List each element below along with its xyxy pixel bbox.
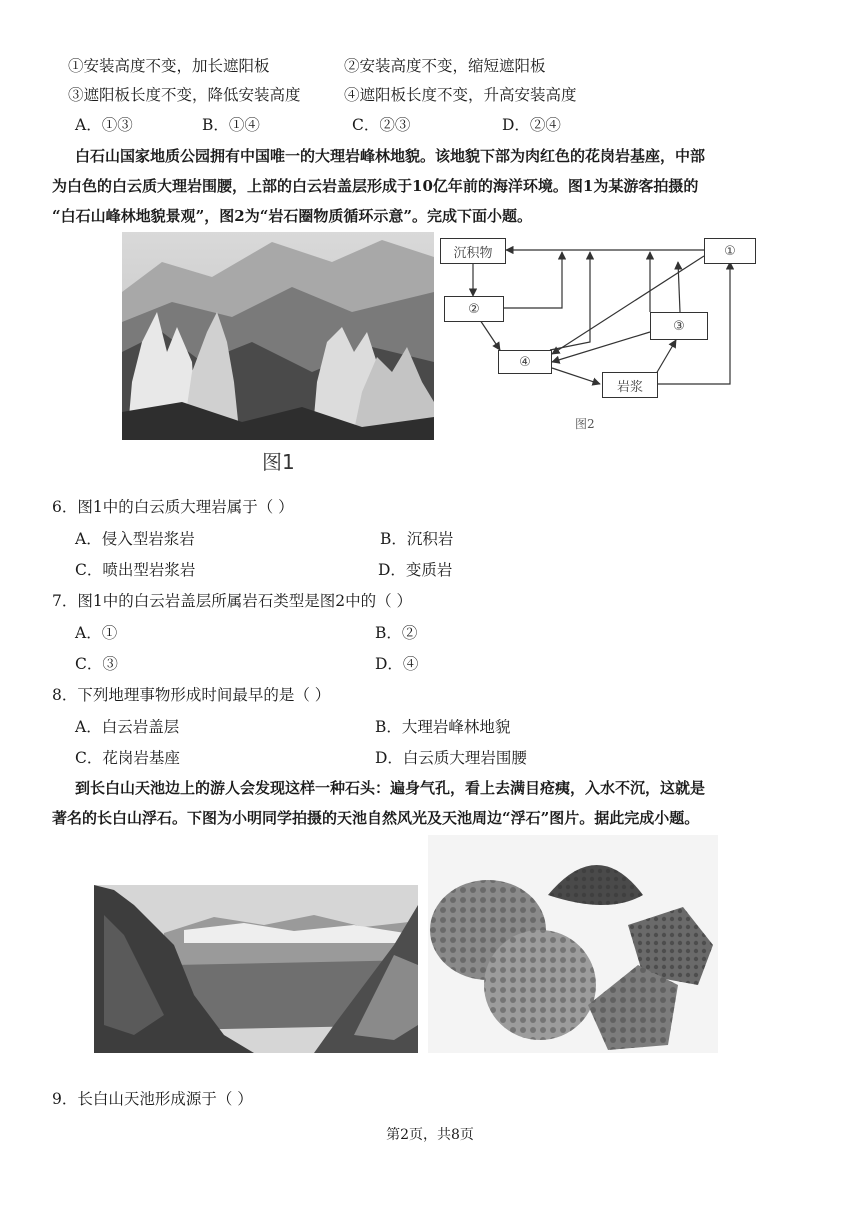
tianchi-photo xyxy=(94,835,418,1053)
q8-stem: 8．下列地理事物形成时间最早的是（ ） xyxy=(52,686,331,704)
passage1-line1: 白石山国家地质公园拥有中国唯一的大理岩峰林地貌。该地貌下部为肉红色的花岗岩基座，中部 xyxy=(75,147,706,165)
node-3: ③ xyxy=(650,312,708,340)
q7-option-d: D．④ xyxy=(375,655,419,673)
option-4: ④遮阳板长度不变，升高安装高度 xyxy=(344,86,577,104)
pumice-photo xyxy=(428,835,718,1053)
q6-stem: 6．图1中的白云质大理岩属于（ ） xyxy=(52,498,294,516)
node-4: ④ xyxy=(498,350,552,374)
q6-option-b: B．沉积岩 xyxy=(380,530,454,548)
option-1: ①安装高度不变，加长遮阳板 xyxy=(68,57,270,75)
answer-b: B．①④ xyxy=(202,116,260,134)
q6-option-d: D．变质岩 xyxy=(378,561,453,579)
q9-stem: 9．长白山天池形成源于（ ） xyxy=(52,1090,253,1108)
q7-stem: 7．图1中的白云岩盖层所属岩石类型是图2中的（ ） xyxy=(52,592,413,610)
q8-option-b: B．大理岩峰林地貌 xyxy=(375,718,511,736)
answer-d: D．②④ xyxy=(502,116,561,134)
passage1-line3: “白石山峰林地貌景观”，图2为“岩石圈物质循环示意”。完成下面小题。 xyxy=(52,207,532,225)
option-2: ②安装高度不变，缩短遮阳板 xyxy=(344,57,546,75)
fig1-caption: 图1 xyxy=(262,450,295,474)
fig1-photo xyxy=(122,232,434,440)
q8-option-a: A．白云岩盖层 xyxy=(75,718,180,736)
q8-option-c: C．花岗岩基座 xyxy=(75,749,180,767)
q8-option-d: D．白云质大理岩围腰 xyxy=(375,749,527,767)
fig2-caption: 图2 xyxy=(575,417,595,431)
q7-option-b: B．② xyxy=(375,624,418,642)
q7-option-c: C．③ xyxy=(75,655,118,673)
node-2: ② xyxy=(444,296,504,322)
answer-a: A．①③ xyxy=(75,116,133,134)
node-sediment: 沉积物 xyxy=(440,238,506,264)
passage2-line1: 到长白山天池边上的游人会发现这样一种石头：遍身气孔，看上去满目疮痍，入水不沉，这就是 xyxy=(75,779,706,797)
option-3: ③遮阳板长度不变，降低安装高度 xyxy=(68,86,301,104)
page-footer: 第2页，共8页 xyxy=(386,1127,474,1143)
q6-option-c: C．喷出型岩浆岩 xyxy=(75,561,196,579)
node-1: ① xyxy=(704,238,756,264)
answer-c: C．②③ xyxy=(352,116,411,134)
node-magma: 岩浆 xyxy=(602,372,658,398)
q6-option-a: A．侵入型岩浆岩 xyxy=(75,530,195,548)
q7-option-a: A．① xyxy=(75,624,118,642)
fig2-diagram xyxy=(440,232,770,432)
passage2-line2: 著名的长白山浮石。下图为小明同学拍摄的天池自然风光及天池周边“浮石”图片。据此完成小题。 xyxy=(52,809,700,827)
passage1-line2: 为白色的白云质大理岩围腰，上部的白云岩盖层形成于10亿年前的海洋环境。图1为某游客拍摄的 xyxy=(52,177,699,195)
